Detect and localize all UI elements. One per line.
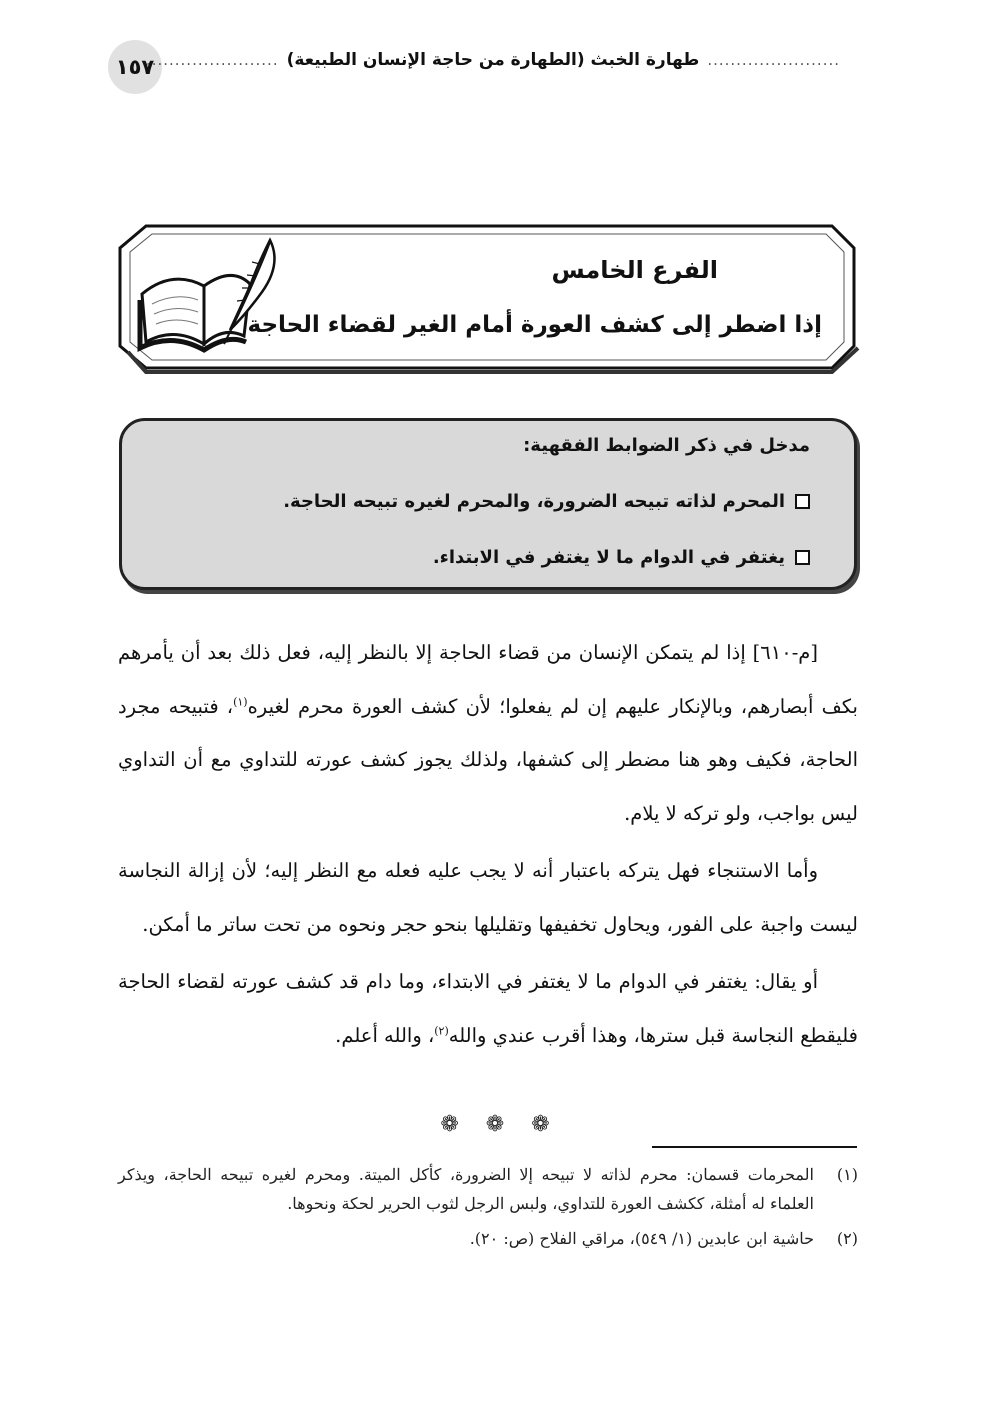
leader-dots-left: ....................... — [145, 51, 279, 69]
paragraph: وأما الاستنجاء فهل يتركه باعتبار أنه لا يجب عليه فعله مع النظر إليه؛ لأن إزالة النجاسة ليست واجبة على الفور، ويحاول تخفيفها وتقليلها بنحو حجر ونحوه من تحت ساتر ما أمكن. — [118, 859, 858, 936]
footnote-ref: (٢) — [434, 1024, 449, 1037]
rules-box — [119, 418, 857, 590]
footnotes — [118, 1160, 858, 1259]
paragraph-text: ، فتبيحه مجرد الحاجة، فكيف وهو هنا مضطر إلى كشفها، ولذلك يجوز كشف عورته للتداوي مع أن التداوي ليس بواجب، ولو تركه لا يلام. — [118, 694, 858, 825]
paragraph — [118, 626, 858, 840]
rule-text: يغتفر في الدوام ما لا يغتفر في الابتداء. — [432, 547, 785, 568]
page-header — [108, 40, 848, 96]
paragraph-text: [م-٦١٠] إذا لم يتمكن الإنسان من قضاء الحاجة إلا بالنظر إليه، فعل ذلك بعد أن يأمرهم بكف أبصارهم، وبالإنكار عليهم إن لم يفعلوا؛ لأن كشف العورة محرم لغيره — [118, 641, 858, 718]
footnote-ref: (١) — [233, 695, 248, 708]
chapter-banner — [116, 222, 858, 372]
checkbox-icon — [795, 550, 810, 565]
footnote-text: المحرمات قسمان: محرم لذاته لا تبيحه إلا الضرورة، كأكل الميتة. ومحرم لغيره تبيحه الحاجة، ويذكر العلماء له أمثلة، ككشف العورة للتداوي، ولبس الرجل لثوب الحرير لحكة ونحوها. — [118, 1165, 815, 1213]
footnote-divider — [652, 1146, 857, 1148]
paragraph-text: ، والله أعلم. — [335, 1023, 435, 1047]
footnote-mark: (٢) — [836, 1229, 858, 1248]
footnote — [118, 1160, 858, 1218]
chapter-subtitle: إذا اضطر إلى كشف العورة أمام الغير لقضاء الحاجة — [247, 312, 822, 338]
checkbox-icon — [795, 494, 810, 509]
footnote-mark: (١) — [836, 1165, 858, 1184]
page-number: ١٥٧ — [108, 40, 162, 94]
rule-item — [433, 547, 810, 568]
rule-item — [283, 491, 810, 512]
leader-dots-right: ....................... — [707, 51, 840, 69]
paragraph-text: أو يقال: يغتفر في الدوام ما لا يغتفر في الابتداء، وما دام قد كشف عورته لقضاء الحاجة فليقطع النجاسة قبل سترها، وهذا أقرب عندي والله — [118, 970, 858, 1047]
rules-heading: مدخل في ذكر الضوابط الفقهية: — [523, 435, 810, 456]
footnote-text: حاشية ابن عابدين (١/ ٥٤٩)، مراقي الفلاح (ص: ٢٠). — [469, 1229, 814, 1248]
running-head — [145, 50, 848, 70]
body-text — [118, 626, 858, 1066]
paragraph — [118, 955, 858, 1062]
chapter-title: الفرع الخامس — [551, 256, 718, 284]
rule-text: المحرم لذاته تبيحه الضرورة، والمحرم لغيره تبيحه الحاجة. — [283, 491, 785, 512]
section-separator: ❁ ❁ ❁ — [440, 1112, 560, 1137]
running-title: طهارة الخبث (الطهارة من حاجة الإنسان الطبيعة) — [286, 50, 700, 70]
footnote — [118, 1224, 858, 1253]
